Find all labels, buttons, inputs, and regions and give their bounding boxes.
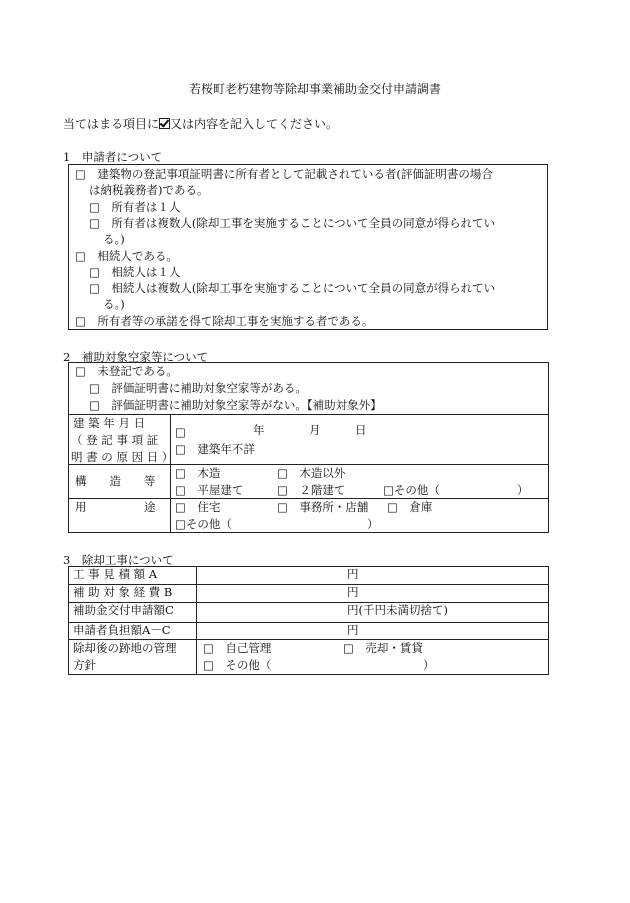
- site-policy-label: 除却後の跡地の管理: [73, 641, 177, 655]
- office-shop-option[interactable]: □ 事務所・店舗: [277, 500, 369, 514]
- unregistered-option[interactable]: □ 未登記である。: [75, 364, 178, 378]
- applicant-burden-value[interactable]: 円: [197, 623, 549, 640]
- sale-lease-option[interactable]: □ 売却・賃貸: [343, 641, 423, 655]
- single-owner-option[interactable]: □ 所有者は１人: [89, 200, 181, 214]
- subsidy-amount-value[interactable]: 円(千円未満切捨て): [197, 603, 549, 623]
- section1-heading: 1 申請者について: [63, 150, 163, 164]
- estimate-label: 工 事 見 積 額 A: [69, 567, 197, 585]
- registration-cell: [69, 363, 549, 415]
- page-title: 若桜町老朽建物等除却事業補助金交付申請調書: [188, 82, 441, 96]
- day-label: 日: [355, 423, 367, 437]
- estimate-value[interactable]: 円: [197, 567, 549, 585]
- property-table: [68, 362, 549, 533]
- applicant-owner-option[interactable]: □ 建築物の登記事項証明書に所有者として記載されている者(評価証明書の場合: [75, 167, 493, 181]
- use-label-cell: [69, 499, 171, 533]
- eligible-cost-value[interactable]: 円: [197, 585, 549, 603]
- month-label: 月: [309, 423, 321, 437]
- other-structure-option[interactable]: □その他（: [383, 483, 440, 497]
- build-date-label-cell: [69, 415, 174, 465]
- subsidy-amount-label: 補助金交付申請額C: [69, 603, 197, 623]
- other-structure-close: ）: [517, 483, 529, 497]
- instruction: [63, 115, 338, 132]
- build-date-label: 建 築 年 月 日: [73, 416, 146, 430]
- not-in-certificate-option[interactable]: □ 評価証明書に補助対象空家等がない。【補助対象外】: [89, 398, 382, 412]
- self-management-option[interactable]: □ 自己管理: [203, 641, 272, 655]
- site-policy-cell: [197, 640, 549, 675]
- other-use-close: ）: [367, 517, 379, 531]
- use-label: 用 途: [75, 500, 156, 514]
- eligible-cost-label: 補 助 対 象 経 費 B: [69, 585, 197, 603]
- non-wooden-option[interactable]: □ 木造以外: [277, 466, 346, 480]
- single-story-option[interactable]: □ 平屋建て: [175, 483, 244, 497]
- year-label: 年: [253, 423, 265, 437]
- structure-label: 構 造 等: [75, 474, 156, 488]
- instruction-after: 又は内容を記入してください。: [170, 117, 339, 131]
- applicant-owner-option-cont: は納税義務者)である。: [89, 183, 209, 197]
- consent-option[interactable]: □ 所有者等の承諾を得て除却工事を実施する者である。: [75, 314, 374, 328]
- multiple-heirs-option-cont: る。): [103, 297, 125, 311]
- other-policy-close: ）: [423, 658, 435, 672]
- build-date-cell: [171, 415, 549, 465]
- structure-label-cell: [69, 465, 171, 499]
- in-certificate-option[interactable]: □ 評価証明書に補助対象空家等がある。: [89, 381, 307, 395]
- checkmark-icon: [159, 118, 170, 129]
- wooden-option[interactable]: □ 木造: [175, 466, 221, 480]
- build-year-unknown-option[interactable]: □ 建築年不詳: [175, 442, 255, 456]
- section3-heading: 3 除却工事について: [63, 553, 174, 567]
- other-policy-option[interactable]: □ その他（: [203, 658, 272, 672]
- build-date-label-2: （ 登 記 事 項 証: [71, 433, 159, 447]
- multiple-owners-option[interactable]: □ 所有者は複数人(除却工事を実施することについて全員の同意が得られてい: [89, 216, 496, 230]
- single-heir-option[interactable]: □ 相続人は１人: [89, 265, 181, 279]
- build-date-label-3: 明 書 の 原 因 日 ）: [71, 450, 174, 464]
- warehouse-option[interactable]: □ 倉庫: [387, 500, 433, 514]
- structure-cell: [171, 465, 549, 499]
- applicant-burden-label: 申請者負担額A－C: [69, 623, 197, 640]
- instruction-before: 当てはまる項目に: [63, 117, 160, 131]
- multiple-heirs-option[interactable]: □ 相続人は複数人(除却工事を実施することについて全員の同意が得られてい: [89, 281, 496, 295]
- residence-option[interactable]: □ 住宅: [175, 500, 221, 514]
- use-cell: [171, 499, 549, 533]
- section2-heading: 2 補助対象空家等について: [63, 350, 209, 364]
- demolition-table: [68, 566, 549, 675]
- heir-option[interactable]: □ 相続人である。: [75, 249, 178, 263]
- multiple-owners-option-cont: る。): [103, 232, 125, 246]
- site-policy-label-cell: [69, 640, 197, 675]
- other-use-option[interactable]: □その他（: [175, 517, 232, 531]
- site-policy-label-2: 方針: [73, 658, 96, 672]
- applicant-box: [68, 164, 548, 330]
- two-story-option[interactable]: □ ２階建て: [277, 483, 346, 497]
- build-date-checkbox[interactable]: □: [175, 425, 186, 439]
